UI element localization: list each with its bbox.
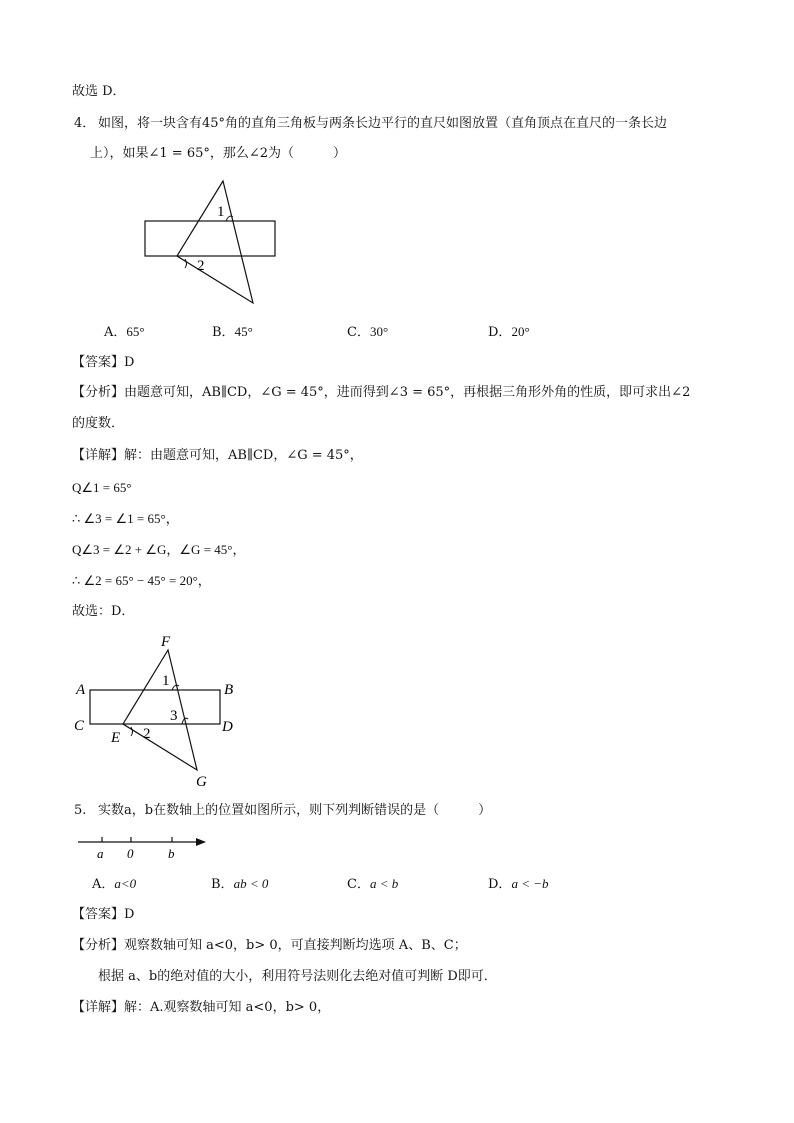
previous-answer-line: 故选 D．: [72, 84, 126, 99]
analysis-text: 由题意可知，AB∥CD，∠G = 45°，进而得到∠3 = 65°，再根据三角形外角的性质，即可求出∠2: [124, 385, 691, 400]
q4-solution-figure: [74, 634, 233, 790]
triangle-shape-2: [123, 650, 197, 770]
analysis-tag: 【分析】: [72, 938, 125, 953]
q5-answer: [72, 907, 134, 923]
q5-analysis-line1: [72, 938, 467, 954]
label-angle-3: 3: [170, 708, 178, 724]
option-value: 65°: [126, 324, 145, 339]
q4-option-a: [104, 324, 145, 341]
option-value: 20°: [511, 324, 530, 339]
option-value: a < b: [369, 876, 399, 891]
label-A: A: [76, 682, 86, 698]
answer-tag: 【答案】: [72, 355, 125, 370]
label-angle-2: 2: [143, 726, 151, 742]
q5-number-line: [78, 837, 206, 861]
triangle-shape: [177, 181, 253, 303]
q4-detail-line1: [72, 448, 363, 464]
option-letter: D．: [488, 877, 512, 892]
option-value: 30°: [369, 324, 389, 339]
q5-option-c: [347, 876, 398, 893]
option-letter: A．: [92, 877, 115, 892]
q4-stem-line2: 上），如果∠1 = 65°，那么∠2为（ ）: [90, 146, 347, 161]
option-value: ab < 0: [233, 876, 269, 891]
q4-option-c: [347, 324, 388, 341]
q4-option-d: [488, 324, 530, 341]
q4-figure: [145, 181, 275, 303]
q4-step-3: Q∠3 = ∠2 + ∠G，∠G = 45°，: [72, 542, 246, 557]
q4-number: 4．: [74, 116, 96, 131]
label-B: B: [224, 682, 234, 698]
q4-step-4: ∴ ∠2 = 65° − 45° = 20°，: [72, 573, 211, 588]
q4-stem-line1: 如图，将一块含有45°角的直角三角板与两条长边平行的直尺如图放置（直角顶点在直尺的一条长边: [98, 116, 668, 131]
option-value: 45°: [234, 324, 253, 339]
option-letter: C．: [347, 877, 370, 892]
q4-step-1: Q∠1 = 65°: [72, 480, 132, 495]
answer-value: D: [124, 907, 135, 922]
axis-arrow: [196, 838, 206, 846]
label-D: D: [222, 719, 233, 735]
fig1-label-1: 1: [217, 204, 225, 220]
label-E: E: [111, 730, 121, 746]
axis-label-a: a: [97, 846, 104, 861]
label-F: F: [161, 634, 171, 650]
ruler-rect-2: [90, 690, 220, 724]
fig1-label-2: 2: [197, 258, 205, 274]
label-C: C: [74, 718, 85, 734]
q5-number: 5.: [74, 803, 87, 818]
q5-detail-line1: [72, 1000, 330, 1016]
q4-step-2: ∴ ∠3 = ∠1 = 65°，: [72, 511, 179, 526]
ruler-rect: [145, 221, 275, 256]
q5-option-b: [211, 876, 268, 893]
analysis-text: 观察数轴可知 a<0，b> 0，可直接判断均选项 A、B、C；: [124, 938, 467, 953]
axis-label-b: b: [168, 846, 175, 861]
detail-tag: 【详解】: [72, 448, 125, 463]
option-value: a<0: [114, 876, 137, 891]
detail-text: 解：由题意可知，AB∥CD，∠G = 45°，: [124, 448, 363, 463]
detail-text: 解：A.观察数轴可知 a<0，b> 0，: [124, 1000, 331, 1015]
label-angle-1: 1: [162, 673, 170, 689]
option-value: a < −b: [511, 876, 549, 891]
answer-value: D: [124, 355, 135, 370]
answer-tag: 【答案】: [72, 907, 125, 922]
q4-analysis-line2: 的度数．: [72, 416, 125, 431]
option-letter: C．: [347, 325, 370, 340]
option-letter: B．: [211, 877, 234, 892]
q5-stem: 实数a，b在数轴上的位置如图所示，则下列判断错误的是（ ）: [98, 803, 492, 818]
option-letter: D．: [488, 325, 512, 340]
q5-analysis-line2: 根据 a、b的绝对值的大小，利用符号法则化去绝对值可判断 D即可．: [98, 969, 497, 984]
q4-answer: [72, 355, 134, 371]
detail-tag: 【详解】: [72, 1000, 125, 1015]
angle2-arc-2: [131, 727, 133, 736]
angle2-arc: [185, 259, 187, 268]
q4-option-b: [212, 324, 253, 341]
label-G: G: [196, 774, 207, 790]
q5-option-a: [92, 876, 136, 893]
axis-label-zero: 0: [127, 846, 134, 861]
option-letter: B．: [212, 325, 235, 340]
q5-option-d: [488, 876, 548, 893]
q4-conclusion: 故选：D．: [72, 604, 135, 619]
analysis-tag: 【分析】: [72, 385, 125, 400]
option-letter: A．: [104, 325, 127, 340]
q4-analysis-line1: [72, 385, 690, 401]
